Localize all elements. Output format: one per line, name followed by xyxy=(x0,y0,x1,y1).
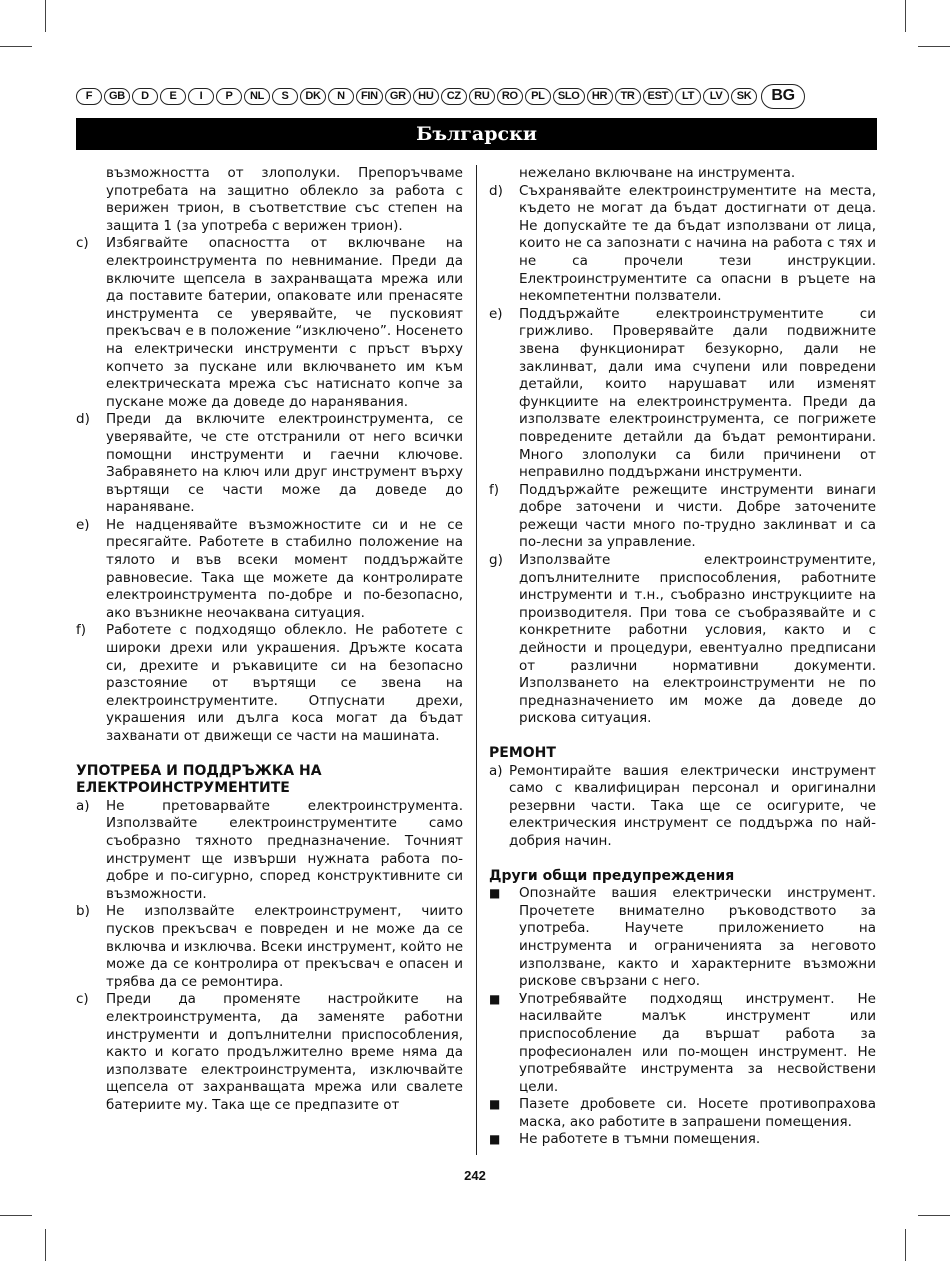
lang-i-button[interactable]: I xyxy=(188,88,214,105)
lang-dk-button[interactable]: DK xyxy=(300,88,326,105)
lang-ro-button[interactable]: RO xyxy=(497,88,523,105)
bullet-icon: ■ xyxy=(489,1132,501,1147)
item-text: Работете с подходящо облекло. Не работете с широки дрехи или украшения. Дръжте косата си, дрехите и ръкавиците си на безопасно разстояние от въртящи се звена на електроинструментите. Отпуснати дрехи, украшения или дълга коса могат да бъдат захванати от движещи се части на машината. xyxy=(106,622,463,744)
item-label: b) xyxy=(76,903,90,920)
crop-mark xyxy=(918,1215,950,1216)
lang-e-button[interactable]: E xyxy=(160,88,186,105)
lang-hr-button[interactable]: HR xyxy=(587,88,613,105)
lang-hu-button[interactable]: HU xyxy=(413,88,439,105)
crop-mark xyxy=(45,0,46,32)
item-text: Съхранявайте електроинструментите на места, където не могат да бъдат достигнати от деца. Не допускайте те да бъдат използвани от лица, които не са запознати с начина на работа с тях и не са прочели тези инструкции. Електроинструментите са опасни в ръцете на некомпетентни ползватели. xyxy=(519,182,876,305)
list-item xyxy=(489,482,876,552)
item-text: Не използвайте електроинструмент, чиито пусков прекъсвач е повреден и не може да се включва и изключва. Всеки инструмент, който не може да се контролира от прекъсвач е опасен и трябва да се ремонтира. xyxy=(106,903,463,990)
item-text: Използвайте електроинструментите, допълнителните приспособления, работните инструменти и т.н., съобразно инструкциите на производителя. При това се съобразявайте и с конкретните работни условия, както и с дейности и процедури, евентуално предписани от различни нормативни документи. Използването на електроинструменти не по предназначението им може да доведе до рискова ситуация. xyxy=(519,552,876,727)
lang-n-button[interactable]: N xyxy=(328,88,354,105)
item-text: Избягвайте опасността от включване на електроинструмента по невнимание. Преди да включите щепсела в захранващата мрежа или да поставите батерии, опаковате или пренасяте инструмента се уверявайте, че пусковият прекъсвач е в положение “изключено”. Носенето на електрически инструменти с пръст върху копчето за пускане или включването им към електрическата мрежа със натиснато копче за пускане може да доведе до наранявания. xyxy=(106,235,463,410)
lang-d-button[interactable]: D xyxy=(132,88,158,105)
lang-s-button[interactable]: S xyxy=(272,88,298,105)
crop-mark xyxy=(45,1229,46,1261)
section-heading: РЕМОНТ xyxy=(489,745,556,761)
item-label: c) xyxy=(76,235,89,252)
lang-gb-button[interactable]: GB xyxy=(104,88,130,105)
bullet-item xyxy=(489,885,876,991)
left-column xyxy=(76,165,463,1114)
lang-pl-button[interactable]: PL xyxy=(525,88,551,105)
item-label: a) xyxy=(489,762,503,779)
item-label: e) xyxy=(76,516,90,533)
list-item xyxy=(489,306,876,482)
item-label: d) xyxy=(489,182,503,199)
paragraph-continuation: възможността от злополуки. Препоръчваме употребата на защитно облекло за работа с верижен трион, в съответствие със степен на защита 1 (за употреба с верижен трион). xyxy=(106,165,463,234)
language-selector xyxy=(76,83,877,109)
lang-lt-button[interactable]: LT xyxy=(675,88,701,105)
item-label: a) xyxy=(76,797,90,814)
lang-nl-button[interactable]: NL xyxy=(244,88,270,105)
bullet-icon: ■ xyxy=(489,991,501,1006)
crop-mark xyxy=(918,46,950,47)
bullet-item xyxy=(489,1131,876,1149)
lang-gr-button[interactable]: GR xyxy=(385,88,411,105)
bullet-icon: ■ xyxy=(489,1097,501,1112)
paragraph-continuation: нежелано включване на инструмента. xyxy=(519,165,796,181)
item-text: Опознайте вашия електрически инструмент. Прочетете внимателно ръководството за употреба. Научете приложението на инструмента и ограниченията за неговото използване, както и характерните възможни рискове свързани с него. xyxy=(519,885,876,990)
item-text: Преди да включите електроинструмента, се уверявайте, че сте отстранили от него всички помощни инструменти и гаечни ключове. Забравянето на ключ или друг инструмент върху въртящи се части може да доведе до нараняване. xyxy=(106,411,463,516)
lang-ru-button[interactable]: RU xyxy=(469,88,495,105)
column-divider xyxy=(476,165,477,1155)
lang-lv-button[interactable]: LV xyxy=(703,88,729,105)
lang-f-button[interactable]: F xyxy=(76,88,102,105)
crop-mark xyxy=(905,0,906,32)
crop-mark xyxy=(0,46,32,47)
item-text: Не надценявайте възможностите си и не се пресягайте. Работете в стабилно положение на тялото и във всеки момент поддържайте равновесие. Така ще можете да контролирате електроинструмента по-добре и по-безопасно, ако възникне неочаквана ситуация. xyxy=(106,516,463,621)
right-column xyxy=(489,165,876,1149)
list-item xyxy=(76,235,463,411)
section-heading: Други общи предупреждения xyxy=(489,867,735,884)
bullet-item xyxy=(489,1096,876,1131)
lang-fin-button[interactable]: FIN xyxy=(356,88,383,105)
item-text: Не работете в тъмни помещения. xyxy=(519,1131,761,1148)
item-text: Пазете дробовете си. Носете противопрахова маска, ако работите в запрашени помещения. xyxy=(519,1096,876,1130)
list-item xyxy=(489,552,876,728)
item-label: g) xyxy=(489,552,503,569)
lang-bg-button[interactable]: BG xyxy=(761,84,805,109)
lang-cz-button[interactable]: CZ xyxy=(441,88,467,105)
item-text: Не претоварвайте електроинструмента. Използвайте електроинструментите само съобразно тяхното предназначение. Точният инструмент ще извърши нужната работа по-добре и по-сигурно, според конструктивните си възможности. xyxy=(106,797,463,902)
lang-est-button[interactable]: EST xyxy=(643,88,674,105)
item-text: Преди да променяте настройките на електроинструмента, да заменяте работни инструменти и допълнителни приспособления, както и когато продължително време няма да използвате електроинструмента, изключвайте щепсела от захранващата мрежа или свалете батериите му. Така ще се предпазите от xyxy=(106,991,463,1113)
page-number: 242 xyxy=(464,1168,486,1183)
item-label: e) xyxy=(489,305,503,322)
list-item xyxy=(76,798,463,904)
list-item xyxy=(489,763,876,851)
list-item xyxy=(76,411,463,517)
list-item xyxy=(76,991,463,1114)
bullet-item xyxy=(489,991,876,1097)
bullet-icon: ■ xyxy=(489,886,501,901)
lang-tr-button[interactable]: TR xyxy=(615,88,641,105)
section-heading: УПОТРЕБА И ПОДДРЪЖКА НА ЕЛЕКТРОИНСТРУМЕНТИТЕ xyxy=(76,762,322,797)
item-label: d) xyxy=(76,411,90,428)
item-label: f) xyxy=(76,622,87,639)
lang-p-button[interactable]: P xyxy=(216,88,242,105)
item-label: c) xyxy=(76,991,89,1008)
item-text: Поддържайте електроинструментите си грижливо. Проверявайте дали подвижните звена функционират безукорно, дали не заклинват, дали има счупени или повредени детайли, които нарушават или изменят функциите на електроинструмента. Преди да използвате електроинструмента, се погрижете повредените детайли да бъдат ремонтирани. Много злополуки са били причинени от неправилно поддържани инструменти. xyxy=(519,305,876,481)
list-item xyxy=(76,517,463,623)
crop-mark xyxy=(905,1229,906,1261)
list-item xyxy=(76,903,463,991)
item-text: Употребявайте подходящ инструмент. Не насилвайте малък инструмент или приспособление да вършат работа за професионален или по-мощен инструмент. Не употребявайте инструмента за несвойствени цели. xyxy=(519,990,876,1095)
item-label: f) xyxy=(489,481,500,498)
list-item xyxy=(489,183,876,306)
item-text: Поддържайте режещите инструменти винаги добре заточени и чисти. Добре заточените режещи части много по-трудно заклинват и са по-лесни за управление. xyxy=(519,481,876,551)
lang-sk-button[interactable]: SK xyxy=(731,88,757,105)
page-title: Български xyxy=(76,118,877,150)
list-item xyxy=(76,622,463,745)
lang-slo-button[interactable]: SLO xyxy=(553,88,585,105)
item-text: Ремонтирайте вашия електрически инструмент само с квалифициран персонал и оригинални резервни части. Така ще се осигурите, че електрическия инструмент се поддържа по най-добрия начин. xyxy=(509,762,876,849)
crop-mark xyxy=(0,1215,32,1216)
